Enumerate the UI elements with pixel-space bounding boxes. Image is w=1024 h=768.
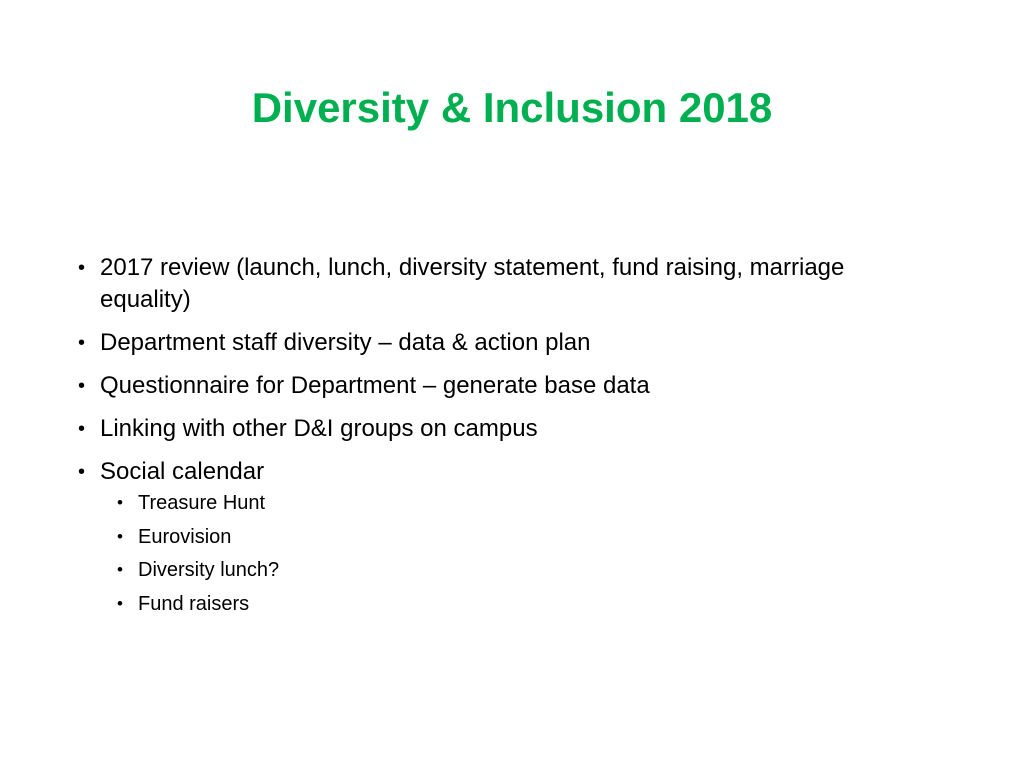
slide-title: Diversity & Inclusion 2018 <box>251 84 773 131</box>
bullet-item <box>78 327 898 359</box>
bullet-item <box>78 252 898 316</box>
bullet-text: Social calendar <box>100 458 265 485</box>
bullet-text: 2017 review (launch, lunch, diversity statement, fund raising, marriage equality) <box>100 254 845 313</box>
bullet-text: Questionnaire for Department – generate base data <box>100 372 650 399</box>
sub-bullet-item: • Eurovision <box>100 524 898 550</box>
sub-bullet-item: • Treasure Hunt <box>100 490 898 516</box>
bullet-list <box>78 252 898 628</box>
bullet-text: Department staff diversity – data & action plan <box>100 329 591 356</box>
sub-bullet-item: • Fund raisers <box>100 591 898 617</box>
bullet-item <box>78 370 898 402</box>
bullet-text: Linking with other D&I groups on campus <box>100 415 538 442</box>
bullet-item <box>78 456 898 617</box>
bullet-item <box>78 413 898 445</box>
sub-bullet-item: • Diversity lunch? <box>100 557 898 583</box>
sub-bullet-list <box>100 490 898 617</box>
